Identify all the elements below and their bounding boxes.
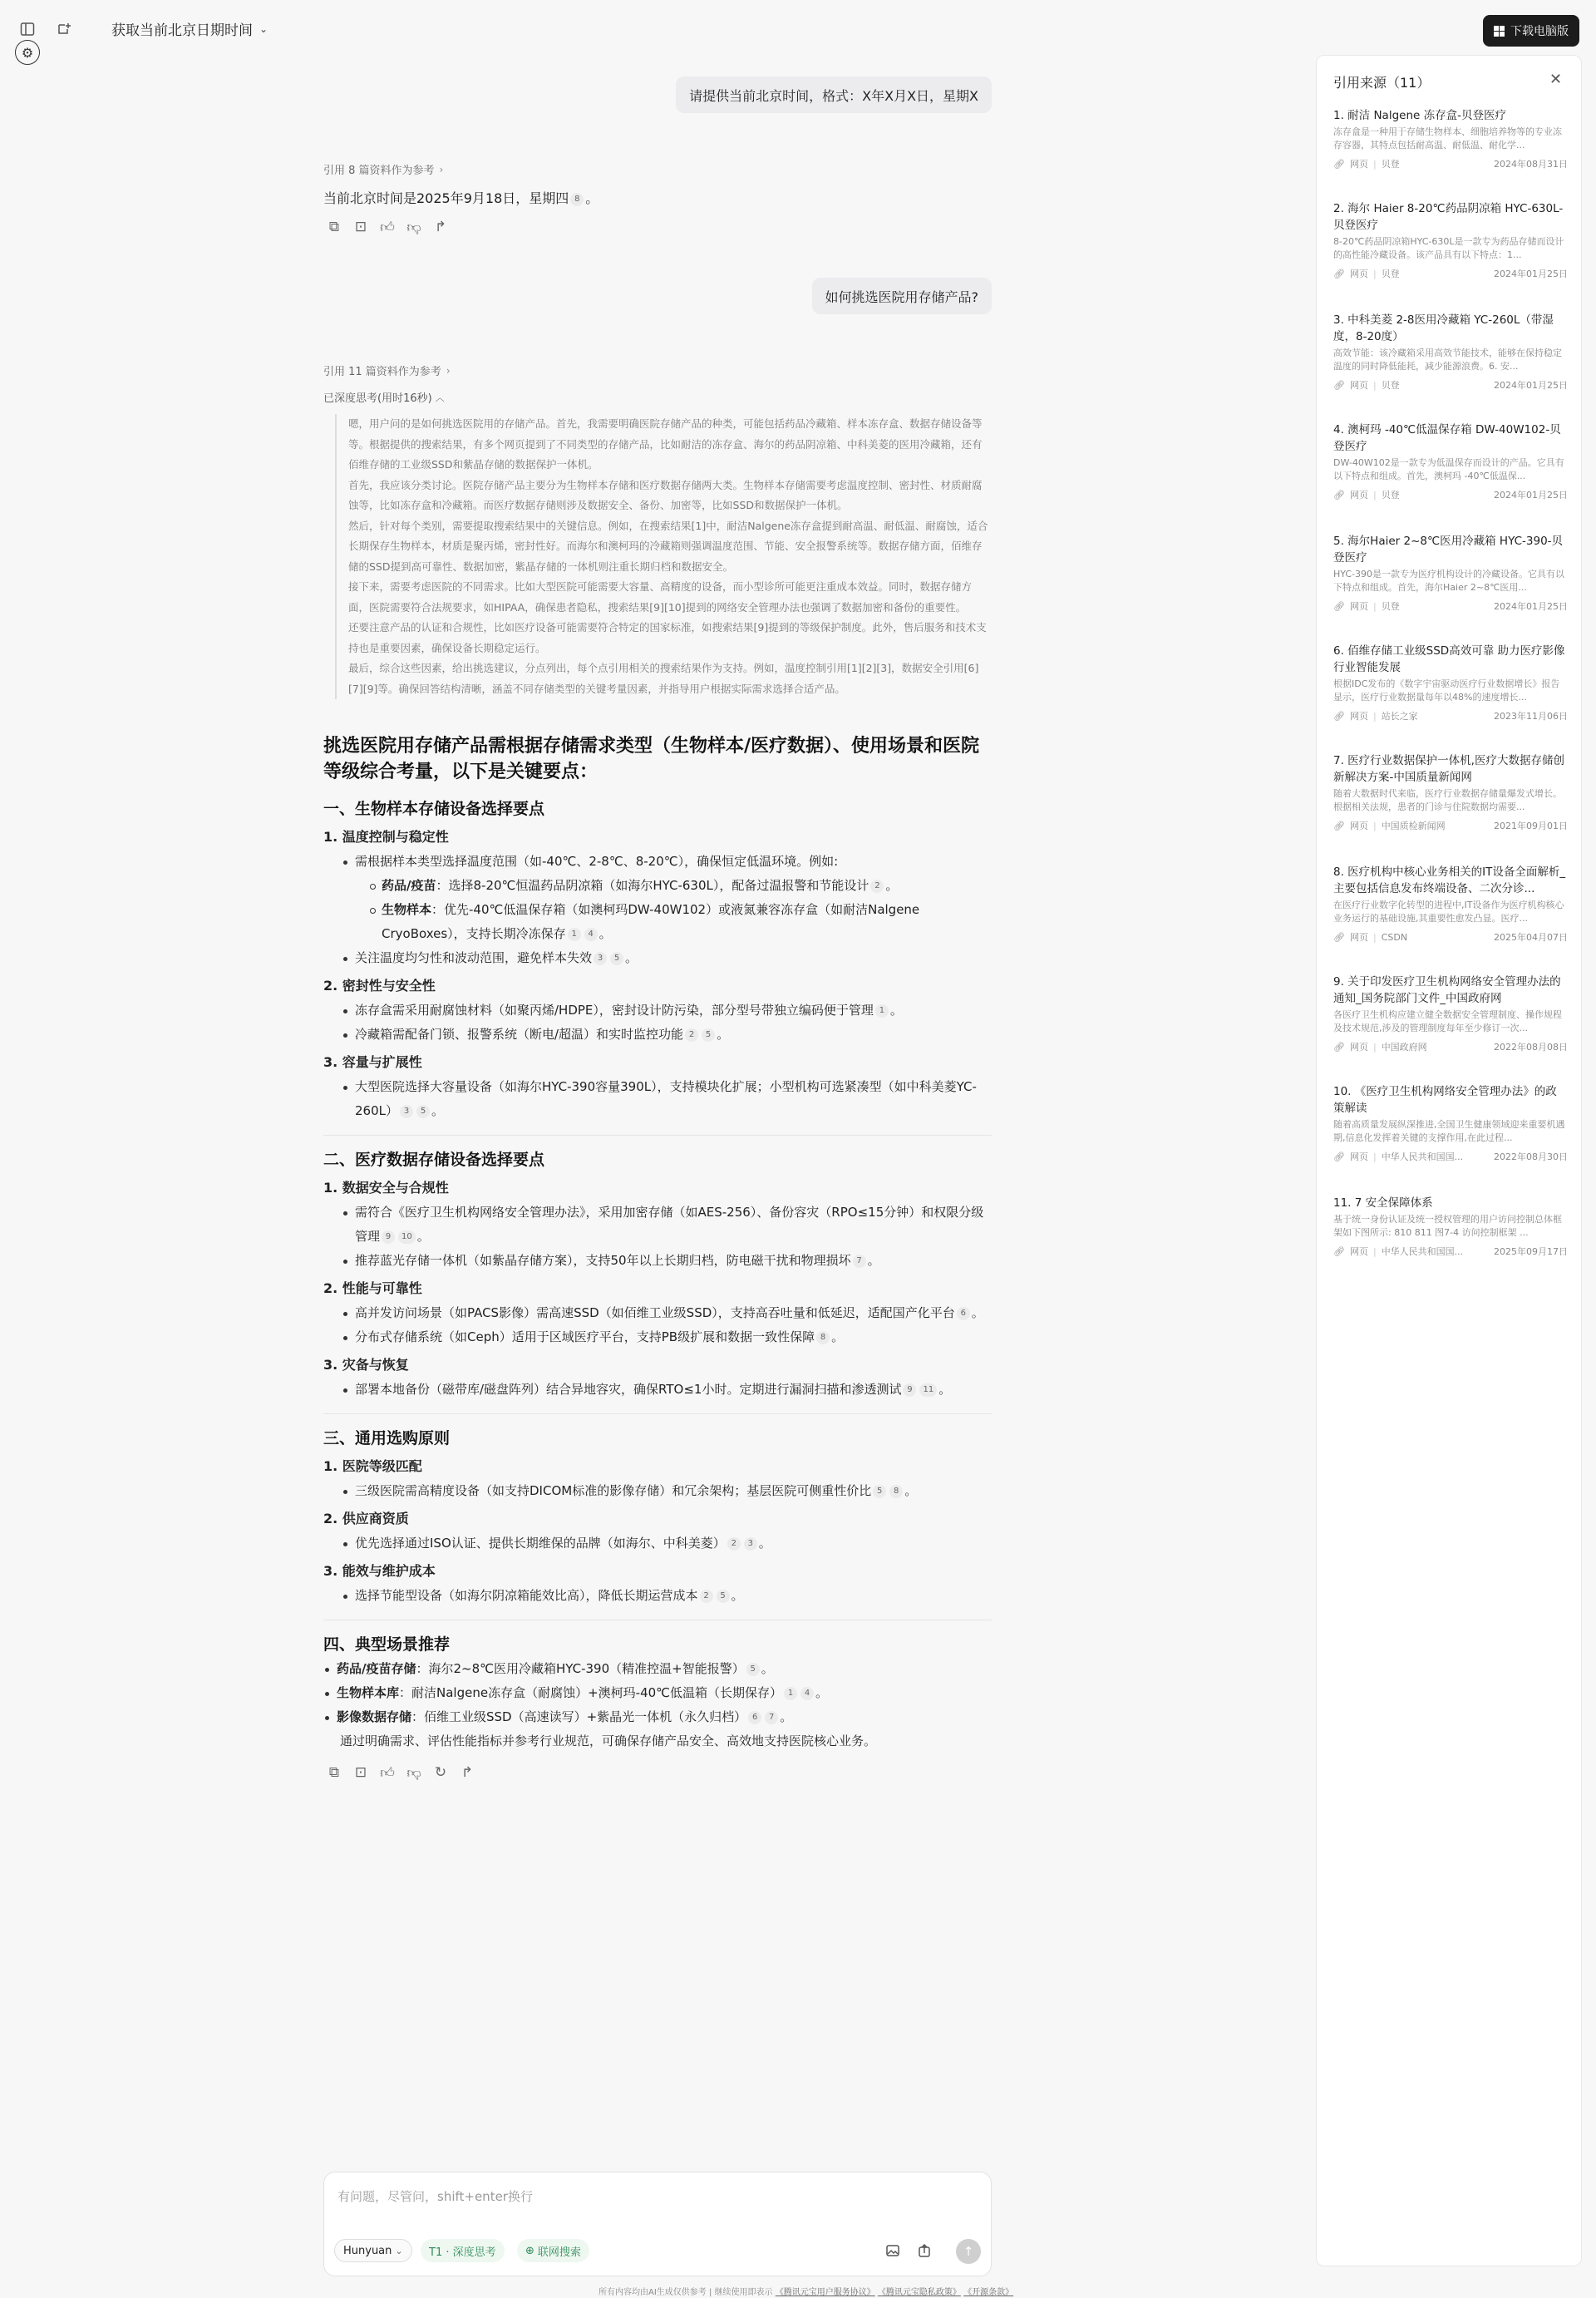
list-item: 药品/疫苗存储：海尔2~8℃医用冷藏箱HYC-390（精准控温+智能报警） 5 。 [323, 1657, 992, 1681]
source-date: 2025年09月17日 [1494, 1246, 1568, 1257]
citation-badge[interactable]: 4 [800, 1687, 814, 1700]
source-date: 2021年09月01日 [1494, 821, 1568, 831]
source-description: 根据IDC发布的《数字宇宙驱动医疗行业数据增长》报告显示，医疗行业数据量每年以48%的速度增长... [1333, 678, 1560, 703]
message-input-box[interactable] [323, 2172, 992, 2276]
source-description: HYC-390是一款专为医疗机构设计的冷藏设备。它具有以下特点和组成。首先，海尔Haier 2~8℃医用... [1333, 569, 1565, 593]
list-item-text: 分布式存储系统（如Ceph）适用于区域医疗平台，支持PB级扩展和数据一致性保障 [355, 1329, 815, 1344]
link-icon: 🔗︎ [1333, 820, 1345, 831]
subsection-title: 1. 医院等级匹配 [323, 1458, 422, 1474]
separator: | [1372, 1151, 1377, 1162]
bullet-list [342, 999, 992, 1047]
citation-badge[interactable]: 8 [816, 1331, 830, 1344]
source-item[interactable] [1333, 643, 1568, 722]
list-item [342, 850, 992, 946]
divider [323, 1135, 992, 1136]
list-item-text: 关注温度均匀性和波动范围，避免样本失效 [355, 950, 593, 965]
top-bar [0, 0, 1596, 58]
section-title: 一、生物样本存储设备选择要点 [323, 800, 545, 818]
chevron-up-icon: ︿ [435, 392, 445, 403]
copy-icon[interactable]: ⧉ [328, 1764, 340, 1781]
separator: | [1372, 820, 1377, 831]
source-title[interactable]: 4. 澳柯玛 -40℃低温保存箱 DW-40W102-贝登医疗 [1333, 423, 1561, 453]
list-item: 需符合《医疗卫生机构网络安全管理办法》，采用加密存储（如AES-256）、备份容灾（RPO≤15分钟）和权限分级管理 9 10 。 [342, 1201, 992, 1249]
source-description: 基于统一身份认证及统一授权管理的用户访问控制总体框架如下图所示: 810 811 图7-4 访问控制框架 ... [1333, 1214, 1562, 1238]
list-item: 高并发访问场景（如PACS影像）需高速SSD（如佰维工业级SSD），支持高吞吐量和低延迟，适配国产化平台 6 。 [342, 1301, 992, 1325]
footer-text: 所有内容均由AI生成仅供参考 | 继续使用即表示 [598, 2288, 773, 2297]
citation-badge[interactable]: 6 [748, 1711, 761, 1724]
separator: | [1372, 1041, 1377, 1053]
regenerate-icon[interactable]: ↻ [434, 1764, 447, 1781]
globe-icon: ⊕ [525, 2244, 534, 2257]
thinking-paragraph: 嗯，用户问的是如何挑选医院用的存储产品。首先，我需要明确医院存储产品的种类，可能包括药品冷藏箱、样本冻存盒、数据存储设备等等。根据提供的搜索结果，有多个网页提到了不同类型的存储产品，比如耐洁的冻存盒、海尔的药品阴凉箱、中科美菱的医用冷藏箱，还有佰维存储的工业级SSD和紫晶存储的数据保护一体机。 [348, 417, 983, 471]
subsection-title: 3. 容量与扩展性 [323, 1054, 422, 1070]
keyword: 影像数据存储 [337, 1709, 412, 1724]
list-item-text: ：海尔2~8℃医用冷藏箱HYC-390（精准控温+智能报警） [416, 1661, 745, 1676]
citation-badge[interactable]: 5 [746, 1663, 760, 1676]
keyword: 药品/疫苗 [382, 878, 436, 893]
citation-badge[interactable]: 5 [717, 1590, 730, 1603]
citation-badge[interactable]: 3 [400, 1105, 413, 1118]
source-type: 网页 [1349, 711, 1368, 722]
deep-thinking-toggle[interactable] [323, 389, 445, 405]
list-item-text: 大型医院选择大容量设备（如海尔HYC-390容量390L），支持模块化扩展；小型机构可选紧凑型（如中科美菱YC-260L） [355, 1079, 977, 1118]
thinking-paragraph: 然后，针对每个类别，需要提取搜索结果中的关键信息。例如，在搜索结果[1]中，耐洁Nalgene冻存盒提到耐高温、耐低温、耐腐蚀，适合长期保存生物样本，材质是聚丙烯，密封性好。而海尔和澳柯玛的冷藏箱则强调温度范围、节能、安全报警系统等。数据存储方面，佰维存储的SSD提到高可靠性、数据加密，紫晶存储的一体机则注重长期归档和数据安全。 [348, 519, 988, 573]
thumbs-up-icon[interactable]: 👍︎ [380, 1764, 395, 1782]
list-item-text: 三级医院需高精度设备（如支持DICOM标准的影像存储）和冗余架构；基层医院可侧重性价比 [355, 1483, 872, 1498]
keyword: 生物样本 [382, 902, 432, 917]
list-item-text: 推荐蓝光存储一体机（如紫晶存储方案），支持50年以上长期归档，防电磁干扰和物理损坏 [355, 1253, 851, 1268]
source-title[interactable]: 10. 《医疗卫生机构网络安全管理办法》的政策解读 [1333, 1085, 1557, 1115]
source-type: 网页 [1349, 380, 1368, 391]
list-item: 大型医院选择大容量设备（如海尔HYC-390容量390L），支持模块化扩展；小型机构可选紧凑型（如中科美菱YC-260L） 3 5 。 [342, 1075, 992, 1123]
chevron-down-icon: ⌄ [395, 2245, 403, 2256]
list-item-text: 部署本地备份（磁带库/磁盘阵列）结合异地容灾，确保RTO≤1小时。定期进行漏洞扫描和渗透测试 [355, 1382, 902, 1397]
subsection-title: 2. 性能与可靠性 [323, 1280, 422, 1296]
bullet-list [342, 1584, 992, 1608]
source-title[interactable]: 2. 海尔 Haier 8-20℃药品阴凉箱 HYC-630L-贝登医疗 [1333, 202, 1564, 232]
assistant-answer [323, 733, 992, 1780]
source-description: 高效节能：该冷藏箱采用高效节能技术，能够在保持稳定温度的同时降低能耗，减少能源浪费。6. 安... [1333, 348, 1562, 372]
list-item-text: 选择节能型设备（如海尔阴凉箱能效比高），降低长期运营成本 [355, 1588, 698, 1603]
citation-badge[interactable]: 8 [889, 1485, 903, 1498]
user-message-bubble [812, 278, 993, 314]
chevron-right-icon: › [446, 364, 451, 377]
source-meta [1333, 709, 1568, 722]
reference-link-label: 引用 8 篇资料作为参考 [323, 165, 435, 177]
source-meta [1333, 378, 1568, 392]
user-message-text: 如何挑选医院用存储产品? [825, 288, 978, 305]
source-type: 网页 [1349, 269, 1368, 279]
source-title[interactable]: 8. 医疗机构中核心业务相关的IT设备全面解析_主要包括信息发布终端设备、二次分诊... [1333, 865, 1566, 895]
citation-badge[interactable]: 1 [875, 1004, 889, 1018]
source-date: 2024年01月25日 [1494, 490, 1568, 501]
list-item-text: 需根据样本类型选择温度范围（如-40℃、2-8℃、8-20℃），确保恒定低温环境。例如: [355, 854, 839, 869]
list-item: 优先选择通过ISO认证、提供长期维保的品牌（如海尔、中科美菱） 2 3 。 [342, 1531, 992, 1556]
bullet-list [323, 1657, 992, 1729]
sub-bullet-list [368, 874, 992, 946]
thumbs-down-icon[interactable]: 👎︎ [406, 219, 421, 236]
subsection-title: 1. 温度控制与稳定性 [323, 829, 449, 845]
citation-badge[interactable]: 5 [702, 1028, 715, 1042]
source-description: 8-20℃药品阴凉箱HYC-630L是一款专为药品存储而设计的高性能冷藏设备。该产品具有以下特点：1... [1333, 236, 1564, 260]
source-meta [1333, 599, 1568, 613]
source-type: 网页 [1349, 1151, 1368, 1162]
source-date: 2024年01月25日 [1494, 269, 1568, 279]
source-title[interactable]: 11. 7 安全保障体系 [1333, 1196, 1433, 1210]
source-date: 2022年08月30日 [1494, 1151, 1568, 1162]
citation-badge[interactable]: 5 [416, 1105, 430, 1118]
thinking-paragraph: 首先，我应该分类讨论。医院存储产品主要分为生物样本存储和医疗数据存储两大类。生物样本存储需要考虑温度控制、密封性、材质耐腐蚀等，比如冻存盒和冷藏箱。而医疗数据存储则涉及数据安全、备份、加密等，比如SSD和数据保护一体机。 [348, 478, 983, 511]
list-item-text: ：佰维工业级SSD（高速读写）+紫晶光一体机（永久归档） [411, 1709, 747, 1724]
arrow-up-icon: ↑ [963, 2244, 974, 2259]
list-item: 冻存盒需采用耐腐蚀材料（如聚丙烯/HDPE），密封设计防污染，部分型号带独立编码便于管理 1 。 [342, 999, 992, 1023]
link-icon: 🔗︎ [1333, 379, 1345, 391]
source-date: 2024年01月25日 [1494, 380, 1568, 391]
footer-link-open-source[interactable]: 《开源条款》 [963, 2288, 1014, 2297]
deep-thinking-pill-label: T1 · 深度思考 [429, 2246, 496, 2259]
source-meta [1333, 1150, 1568, 1163]
link-icon: 🔗︎ [1333, 600, 1345, 612]
source-site: 中华人民共和国国... [1381, 1246, 1464, 1257]
separator: | [1372, 931, 1377, 943]
list-item: 选择节能型设备（如海尔阴凉箱能效比高），降低长期运营成本 2 5 。 [342, 1584, 992, 1608]
source-description: 在医疗行业数字化转型的进程中,IT设备作为医疗机构核心业务运行的基础设施,其重要性愈发凸显。医疗... [1333, 900, 1564, 924]
source-site: 贝登 [1381, 380, 1400, 391]
download-desktop-label: 下载电脑版 [1510, 25, 1569, 38]
source-item[interactable] [1333, 422, 1568, 501]
assistant-answer-short: 当前北京时间是2025年9月18日，星期四 8 。 [323, 190, 599, 206]
bullet-list [342, 1075, 992, 1123]
thumbs-down-icon[interactable]: 👎︎ [406, 1764, 421, 1782]
source-item[interactable] [1333, 864, 1568, 944]
source-meta [1333, 819, 1568, 832]
deep-thinking-label: 已深度思考(用时16秒) [323, 392, 432, 405]
answer-actions [327, 1765, 992, 1780]
thumbs-up-icon[interactable]: 👍︎ [380, 219, 395, 236]
citation-badge[interactable]: 1 [568, 928, 581, 941]
separator: | [1372, 158, 1377, 170]
source-type: 网页 [1349, 490, 1368, 501]
source-type: 网页 [1349, 1042, 1368, 1053]
source-site: 中华人民共和国国... [1381, 1151, 1464, 1162]
citation-badge[interactable]: 6 [957, 1307, 970, 1320]
web-search-pill-label: 联网搜索 [537, 2246, 581, 2259]
share-icon[interactable]: ↱ [461, 1764, 474, 1781]
sources-panel [1316, 55, 1582, 2266]
subsection-title: 2. 密封性与安全性 [323, 978, 436, 994]
thinking-paragraph: 接下来，需要考虑医院的不同需求。比如大型医院可能需要大容量、高精度的设备，而小型诊所可能更注重成本效益。同时，数据存储方面，医院需要符合法规要求，如HIPAA，确保患者隐私，搜索结果[9][10]提到的网络安全管理办法也强调了数据加密和备份的重要性。 [348, 580, 973, 614]
link-icon: 🔗︎ [1333, 268, 1345, 279]
list-item-text: ：优先-40℃低温保存箱（如澳柯玛DW-40W102）或液氮兼容冻存盒（如耐洁Nalgene CryoBoxes），支持长期冷冻保存 [382, 902, 920, 941]
source-type: 网页 [1349, 1246, 1368, 1257]
citation-badge[interactable]: 2 [727, 1537, 741, 1551]
sources-panel-title: 引用来源（11） [1333, 75, 1431, 91]
source-item[interactable] [1333, 107, 1568, 170]
source-type: 网页 [1349, 932, 1368, 943]
citation-badge[interactable]: 7 [853, 1255, 866, 1268]
source-meta [1333, 1040, 1568, 1053]
user-message-bubble [676, 76, 992, 113]
list-item-text: 冷藏箱需配备门锁、报警系统（断电/超温）和实时监控功能 [355, 1027, 684, 1042]
section-title: 二、医疗数据存储设备选择要点 [323, 1151, 545, 1169]
source-site: 站长之家 [1381, 711, 1418, 722]
gear-icon[interactable]: ⚙ [15, 40, 40, 65]
copy-icon[interactable]: ⧉ [328, 219, 340, 235]
list-item-text: 需符合《医疗卫生机构网络安全管理办法》，采用加密存储（如AES-256）、备份容灾（RPO≤15分钟）和权限分级管理 [355, 1205, 984, 1244]
citation-badge[interactable]: 1 [784, 1687, 797, 1700]
link-icon: 🔗︎ [1333, 158, 1345, 170]
list-item-text: 高并发访问场景（如PACS影像）需高速SSD（如佰维工业级SSD），支持高吞吐量和低延迟，适配国产化平台 [355, 1305, 955, 1320]
source-date: 2023年11月06日 [1494, 711, 1568, 722]
chevron-down-icon: ⌄ [259, 22, 268, 35]
source-type: 网页 [1349, 821, 1368, 831]
image-upload-icon[interactable] [883, 2241, 903, 2261]
list-item-text: ：选择8-20℃恒温药品阴凉箱（如海尔HYC-630L），配备过温报警和节能设计 [436, 878, 869, 893]
source-type: 网页 [1349, 601, 1368, 612]
source-date: 2025年04月07日 [1494, 932, 1568, 943]
answer-actions [327, 219, 448, 234]
source-item[interactable] [1333, 312, 1568, 392]
file-upload-icon[interactable] [914, 2241, 934, 2261]
subsection-title: 2. 供应商资质 [323, 1511, 409, 1526]
source-type: 网页 [1349, 159, 1368, 170]
citation-badge[interactable]: 9 [382, 1230, 395, 1244]
list-item: 药品/疫苗：选择8-20℃恒温药品阴凉箱（如海尔HYC-630L），配备过温报警和节能设计 2 。 [368, 874, 992, 898]
citation-badge[interactable]: 7 [765, 1711, 778, 1724]
list-item-text: 优先选择通过ISO认证、提供长期维保的品牌（如海尔、中科美菱） [355, 1536, 726, 1551]
source-item[interactable] [1333, 200, 1568, 280]
citation-badge[interactable]: 8 [570, 193, 584, 206]
source-title[interactable]: 6. 佰维存储工业级SSD高效可靠 助力医疗影像行业智能发展 [1333, 644, 1565, 674]
separator: | [1372, 600, 1377, 612]
model-selector[interactable] [334, 2239, 412, 2262]
source-meta [1333, 1245, 1568, 1258]
message-input-placeholder[interactable]: 有问题，尽管问，shift+enter换行 [337, 2189, 533, 2204]
bullet-list [342, 1531, 992, 1556]
deep-thinking-toggle-button[interactable] [421, 2239, 505, 2262]
link-icon: 🔗︎ [1333, 931, 1345, 943]
citation-badge[interactable]: 11 [919, 1383, 937, 1397]
source-title[interactable]: 1. 耐洁 Nalgene 冻存盒-贝登医疗 [1333, 109, 1506, 122]
separator: | [1372, 489, 1377, 501]
source-date: 2024年01月25日 [1494, 601, 1568, 612]
reference-link-label: 引用 11 篇资料作为参考 [323, 366, 441, 378]
share-icon[interactable]: ↱ [434, 219, 447, 235]
source-meta [1333, 267, 1568, 280]
footer-link-user-agreement[interactable]: 《腾讯元宝用户服务协议》 [775, 2288, 875, 2297]
conversation-title-text: 获取当前北京日期时间 [111, 22, 253, 39]
source-site: CSDN [1381, 931, 1408, 943]
citation-badge[interactable]: 3 [594, 952, 607, 965]
link-icon: 🔗︎ [1333, 1151, 1345, 1162]
separator: | [1372, 379, 1377, 391]
bullet-list [342, 1479, 992, 1503]
citation-badge[interactable]: 2 [700, 1590, 713, 1603]
bullet-list [342, 1301, 992, 1349]
thinking-paragraph: 还要注意产品的认证和合规性，比如医疗设备可能需要符合特定的国家标准，如搜索结果[9]提到的等级保护制度。此外，售后服务和技术支持也是重要因素，确保设备长期稳定运行。 [348, 621, 987, 654]
source-site: 中国政府网 [1381, 1042, 1427, 1053]
list-item-text: 冻存盒需采用耐腐蚀材料（如聚丙烯/HDPE），密封设计防污染，部分型号带独立编码便于管理 [355, 1003, 874, 1018]
list-item: 分布式存储系统（如Ceph）适用于区域医疗平台，支持PB级扩展和数据一致性保障 8 。 [342, 1325, 992, 1349]
keyword: 药品/疫苗存储 [337, 1661, 416, 1676]
separator: | [1372, 1245, 1377, 1257]
model-selector-label: Hunyuan [343, 2244, 392, 2257]
citation-badge[interactable]: 3 [744, 1537, 757, 1551]
citation-badge[interactable]: 5 [873, 1485, 886, 1498]
source-meta [1333, 930, 1568, 944]
footer-disclaimer [598, 2285, 1013, 2297]
list-item: 推荐蓝光存储一体机（如紫晶存储方案），支持50年以上长期归档，防电磁干扰和物理损坏 7 。 [342, 1249, 992, 1273]
source-meta [1333, 157, 1568, 170]
source-title[interactable]: 9. 关于印发医疗卫生机构网络安全管理办法的通知_国务院部门文件_中国政府网 [1333, 975, 1561, 1005]
source-title[interactable]: 5. 海尔Haier 2~8℃医用冷藏箱 HYC-390-贝登医疗 [1333, 535, 1564, 565]
source-site: 贝登 [1381, 601, 1400, 612]
citation-badge[interactable]: 2 [870, 880, 884, 893]
list-item: 三级医院需高精度设备（如支持DICOM标准的影像存储）和冗余架构；基层医院可侧重性价比 5 8 。 [342, 1479, 992, 1503]
download-desktop-button[interactable] [1483, 15, 1579, 47]
source-description: DW-40W102是一款专为低温保存而设计的产品。它具有以下特点和组成。首先，澳柯玛 -40℃低温保... [1333, 457, 1564, 481]
reference-link[interactable] [323, 362, 451, 378]
send-button[interactable] [956, 2239, 981, 2264]
source-item[interactable] [1333, 1083, 1568, 1163]
citation-badge[interactable]: 4 [584, 928, 598, 941]
source-item[interactable] [1333, 752, 1568, 832]
conversation-title[interactable] [111, 18, 268, 39]
thinking-paragraph: 最后，综合这些因素，给出挑选建议，分点列出，每个点引用相关的搜索结果作为支持。例如，温度控制引用[1][2][3]，数据安全引用[6][7][9]等。确保回答结构清晰，涵盖不同存储类型的关键考量因素，并指导用户根据实际需求选择合适产品。 [348, 662, 979, 695]
source-title[interactable]: 7. 医疗行业数据保护一体机,医疗大数据存储创新解决方案-中国质量新闻网 [1333, 754, 1564, 784]
section-title: 四、典型场景推荐 [323, 1635, 451, 1654]
source-item[interactable] [1333, 533, 1568, 613]
source-meta [1333, 488, 1568, 501]
closing-text: 通过明确需求、评估性能指标并参考行业规范，可确保存储产品安全、高效地支持医院核心业务。 [340, 1733, 877, 1748]
new-chat-icon[interactable] [52, 17, 76, 42]
subsection-title: 3. 能效与维护成本 [323, 1563, 436, 1579]
answer-heading: 挑选医院用存储产品需根据存储需求类型（生物样本/医疗数据）、使用场景和医院等级综合考量，以下是关键要点： [323, 736, 980, 782]
list-item-text: ：耐洁Nalgene冻存盒（耐腐蚀）+澳柯玛-40℃低温箱（长期保存） [399, 1685, 782, 1700]
chevron-right-icon: › [439, 163, 444, 175]
source-site: 贝登 [1381, 159, 1400, 170]
thinking-process [335, 414, 992, 699]
keyword: 生物样本库 [337, 1685, 400, 1700]
windows-icon [1494, 26, 1505, 37]
source-site: 贝登 [1381, 269, 1400, 279]
list-item: 影像数据存储：佰维工业级SSD（高速读写）+紫晶光一体机（永久归档） 6 7 。 [323, 1705, 992, 1729]
citation-badge[interactable]: 9 [903, 1383, 916, 1397]
sidebar-toggle-icon[interactable] [15, 17, 40, 42]
source-description: 冻存盒是一种用于存储生物样本、细胞培养物等的专业冻存容器，其特点包括耐高温、耐低温、耐化学... [1333, 126, 1562, 150]
link-icon: 🔗︎ [1333, 1041, 1345, 1053]
source-item[interactable] [1333, 1195, 1568, 1258]
list-item: 部署本地备份（磁带库/磁盘阵列）结合异地容灾，确保RTO≤1小时。定期进行漏洞扫描和渗透测试 9 11 。 [342, 1378, 992, 1402]
close-icon[interactable]: ✕ [1549, 71, 1563, 88]
source-description: 各医疗卫生机构应建立健全数据安全管理制度、操作规程及技术规范,涉及的管理制度每年至少修订一次... [1333, 1009, 1562, 1033]
footer-link-privacy-policy[interactable]: 《腾讯元宝隐私政策》 [877, 2288, 961, 2297]
source-date: 2022年08月08日 [1494, 1042, 1568, 1053]
citation-badge[interactable]: 10 [398, 1230, 416, 1244]
source-description: 随着大数据时代来临，医疗行业数据存储量爆发式增长。根据相关法规，患者的门诊与住院数据均需要... [1333, 788, 1562, 812]
bullet-list [342, 850, 992, 970]
citation-badge[interactable]: 2 [685, 1028, 698, 1042]
source-site: 中国质检新闻网 [1381, 821, 1446, 831]
bullet-list [342, 1378, 992, 1402]
separator: | [1372, 710, 1377, 722]
source-title[interactable]: 3. 中科美菱 2-8医用冷藏箱 YC-260L（带湿度，8-20度） [1333, 313, 1554, 343]
web-search-toggle-button[interactable] [517, 2239, 589, 2262]
link-icon: 🔗︎ [1333, 489, 1345, 501]
link-icon: 🔗︎ [1333, 710, 1345, 722]
source-description: 随着高质量发展纵深推进,全国卫生健康领域迎来重要机遇期,信息化发挥着关键的支撑作用,在此过程... [1333, 1119, 1565, 1143]
link-icon: 🔗︎ [1333, 1245, 1345, 1257]
divider [323, 1413, 992, 1414]
list-item: 生物样本库：耐洁Nalgene冻存盒（耐腐蚀）+澳柯玛-40℃低温箱（长期保存） 1 4 。 [323, 1681, 992, 1705]
section-title: 三、通用选购原则 [323, 1429, 451, 1447]
list-item: 关注温度均匀性和波动范围，避免样本失效 3 5 。 [342, 946, 992, 970]
answer-text: 当前北京时间是2025年9月18日，星期四 [323, 190, 569, 206]
subsection-title: 1. 数据安全与合规性 [323, 1180, 449, 1196]
bookmark-icon[interactable]: ⊡ [354, 1764, 367, 1781]
citation-badge[interactable]: 5 [610, 952, 623, 965]
subsection-title: 3. 灾备与恢复 [323, 1357, 409, 1373]
source-site: 贝登 [1381, 490, 1400, 501]
source-item[interactable] [1333, 974, 1568, 1053]
bookmark-icon[interactable]: ⊡ [354, 219, 367, 235]
list-item: 冷藏箱需配备门锁、报警系统（断电/超温）和实时监控功能 2 5 。 [342, 1023, 992, 1047]
source-date: 2024年08月31日 [1494, 159, 1568, 170]
bullet-list [342, 1201, 992, 1273]
user-message-text: 请提供当前北京时间，格式：X年X月X日，星期X [689, 87, 978, 104]
list-item: 生物样本：优先-40℃低温保存箱（如澳柯玛DW-40W102）或液氮兼容冻存盒（如耐洁Nalgene CryoBoxes），支持长期冷冻保存 1 4 。 [368, 898, 992, 946]
separator: | [1372, 268, 1377, 279]
reference-link[interactable] [323, 161, 443, 177]
